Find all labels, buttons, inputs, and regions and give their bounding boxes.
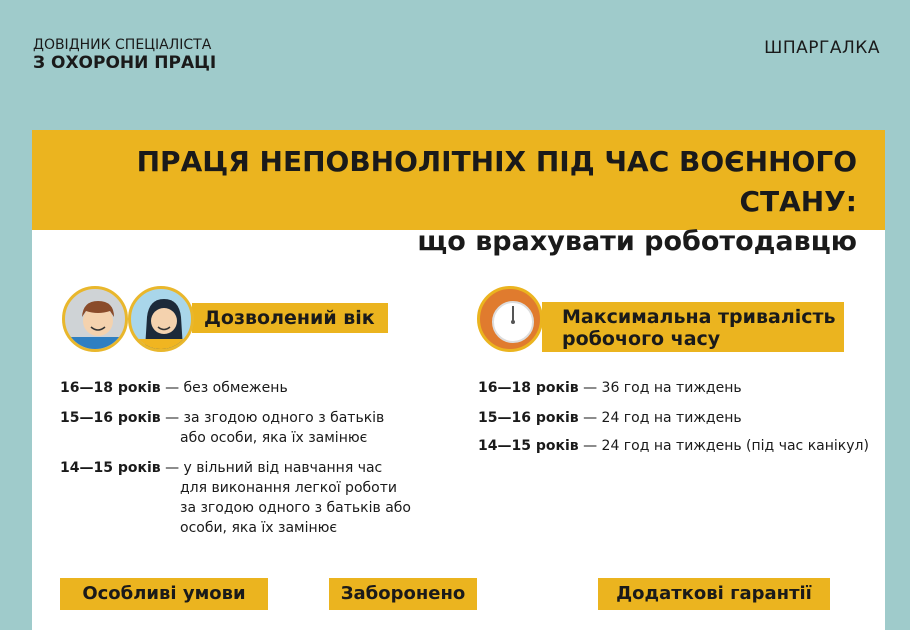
section-prohibited: Заборонено [329,578,477,610]
allowed-age-row [60,378,440,398]
girl-avatar-icon [128,286,194,352]
age-range: 14—15 років [60,460,161,476]
allowed-age-row [60,458,440,538]
allowed-age-heading: Дозволений вік [192,303,388,333]
condition-text: — без обмежень [165,380,288,396]
age-range: 14—15 років [478,438,579,454]
brand-line2: З ОХОРОНИ ПРАЦІ [33,53,217,73]
condition-text-cont: або особи, яка їх замінює [180,430,368,446]
boy-avatar-icon [62,286,128,352]
hours-text: — 24 год на тиждень (під час канікул) [583,438,869,454]
brand [33,36,216,72]
allowed-age-row [60,408,440,448]
condition-text-cont: особи, яка їх замінює [180,520,338,536]
max-hours-heading [542,302,844,352]
hours-text: — 24 год на тиждень [583,410,742,426]
title-line1: ПРАЦЯ НЕПОВНОЛІТНІХ ПІД ЧАС ВОЄННОГО СТАНУ: [136,145,857,218]
age-range: 16—18 років [478,380,579,396]
condition-text-cont: для виконання легкої роботи [180,480,397,496]
section-special-conditions: Особливі умови [60,578,268,610]
age-range: 16—18 років [60,380,161,396]
clock-icon [477,286,543,352]
title-line2: що врахувати роботодавцю [417,226,857,257]
condition-text: — у вільний від навчання час [165,460,383,476]
doc-type: ШПАРГАЛКА [764,38,880,58]
hours-text: — 36 год на тиждень [583,380,742,396]
condition-text-cont: за згодою одного з батьків або [180,500,411,516]
heading-line2: робочого часу [562,328,721,350]
brand-line1: ДОВІДНИК СПЕЦІАЛІСТА [33,37,212,53]
heading-line1: Максимальна тривалість [562,306,836,328]
age-range: 15—16 років [478,410,579,426]
age-range: 15—16 років [60,410,161,426]
max-hours-row [478,436,869,456]
condition-text: — за згодою одного з батьків [165,410,385,426]
section-additional-guarantees: Додаткові гарантії [598,578,830,610]
max-hours-row [478,378,742,398]
page-title [32,130,885,257]
max-hours-row [478,408,742,428]
content-panel [32,130,885,630]
